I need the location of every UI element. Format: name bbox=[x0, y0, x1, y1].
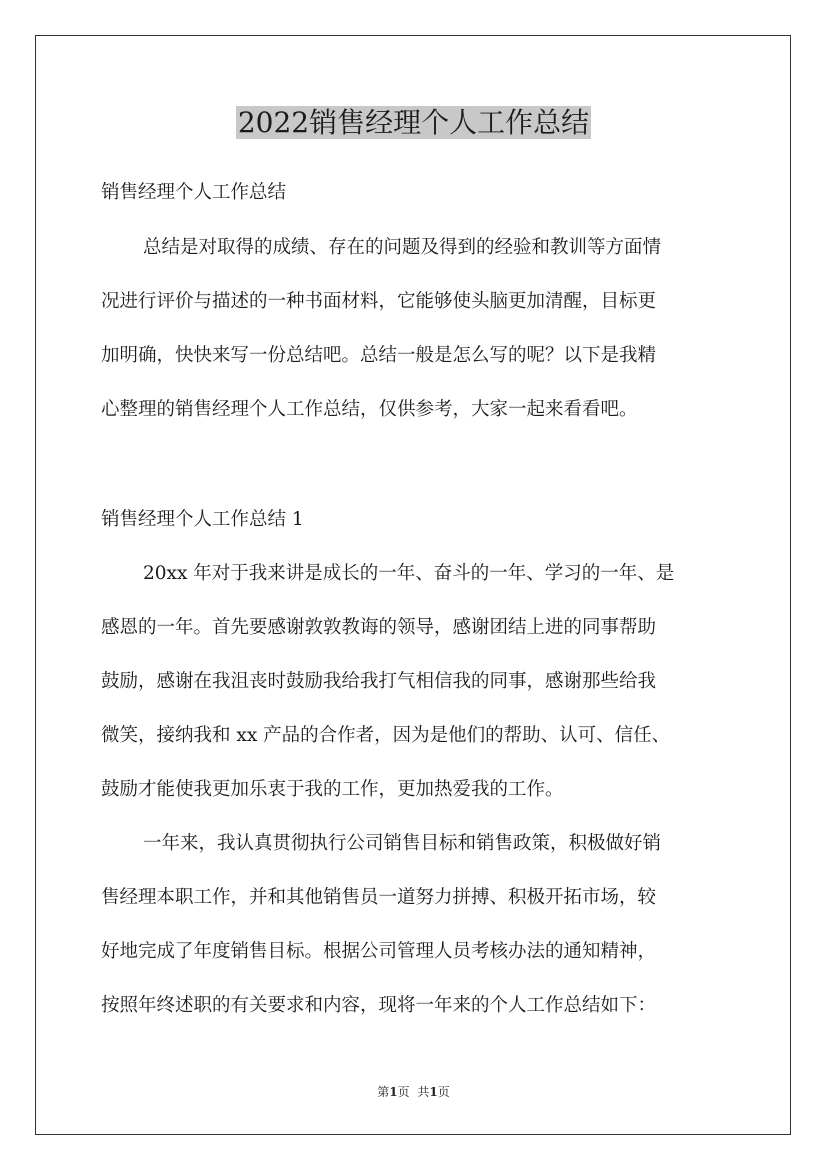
paragraph-1-line-3: 鼓励，感谢在我沮丧时鼓励我给我打气相信我的同事，感谢那些给我 bbox=[101, 671, 657, 692]
footer-page-prefix: 第 bbox=[377, 1085, 390, 1099]
paragraph-2-line-3: 好地完成了年度销售目标。根据公司管理人员考核办法的通知精神， bbox=[101, 941, 657, 962]
intro-line-2: 况进行评价与描述的一种书面材料，它能够使头脑更加清醒，目标更 bbox=[101, 291, 657, 312]
footer-total-pages: 1 bbox=[429, 1085, 438, 1099]
paragraph-1-line-5: 鼓励才能使我更加乐衷于我的工作，更加热爱我的工作。 bbox=[101, 779, 564, 800]
intro-line-1: 总结是对取得的成绩、存在的问题及得到的经验和教训等方面情 bbox=[143, 237, 662, 258]
paragraph-1-line-1: 20xx 年对于我来讲是成长的一年、奋斗的一年、学习的一年、是 bbox=[143, 563, 675, 584]
paragraph-1-line-2: 感恩的一年。首先要感谢敦敦教诲的领导，感谢团结上进的同事帮助 bbox=[101, 617, 657, 638]
paragraph-2-line-2: 售经理本职工作，并和其他销售员一道努力拼搏、积极开拓市场，较 bbox=[101, 887, 657, 908]
document-title bbox=[0, 101, 827, 145]
intro-line-3: 加明确，快快来写一份总结吧。总结一般是怎么写的呢？以下是我精 bbox=[101, 345, 657, 366]
document-title-text: 2022销售经理个人工作总结 bbox=[237, 106, 590, 139]
page-footer bbox=[0, 1084, 827, 1100]
footer-page-suffix: 页 bbox=[397, 1085, 410, 1099]
section-heading: 销售经理个人工作总结 bbox=[101, 182, 287, 203]
footer-total-prefix: 共 bbox=[417, 1085, 430, 1099]
footer-page-number: 1 bbox=[389, 1085, 398, 1099]
intro-line-4: 心整理的销售经理个人工作总结，仅供参考，大家一起来看看吧。 bbox=[101, 399, 638, 420]
paragraph-1-line-4: 微笑，接纳我和 xx 产品的合作者，因为是他们的帮助、认可、信任、 bbox=[101, 725, 671, 746]
footer-total-suffix: 页 bbox=[437, 1085, 450, 1099]
paragraph-2-line-1: 一年来，我认真贯彻执行公司销售目标和销售政策，积极做好销 bbox=[143, 833, 662, 854]
subheading-1: 销售经理个人工作总结 1 bbox=[101, 509, 304, 530]
paragraph-2-line-4: 按照年终述职的有关要求和内容，现将一年来的个人工作总结如下： bbox=[101, 995, 657, 1016]
